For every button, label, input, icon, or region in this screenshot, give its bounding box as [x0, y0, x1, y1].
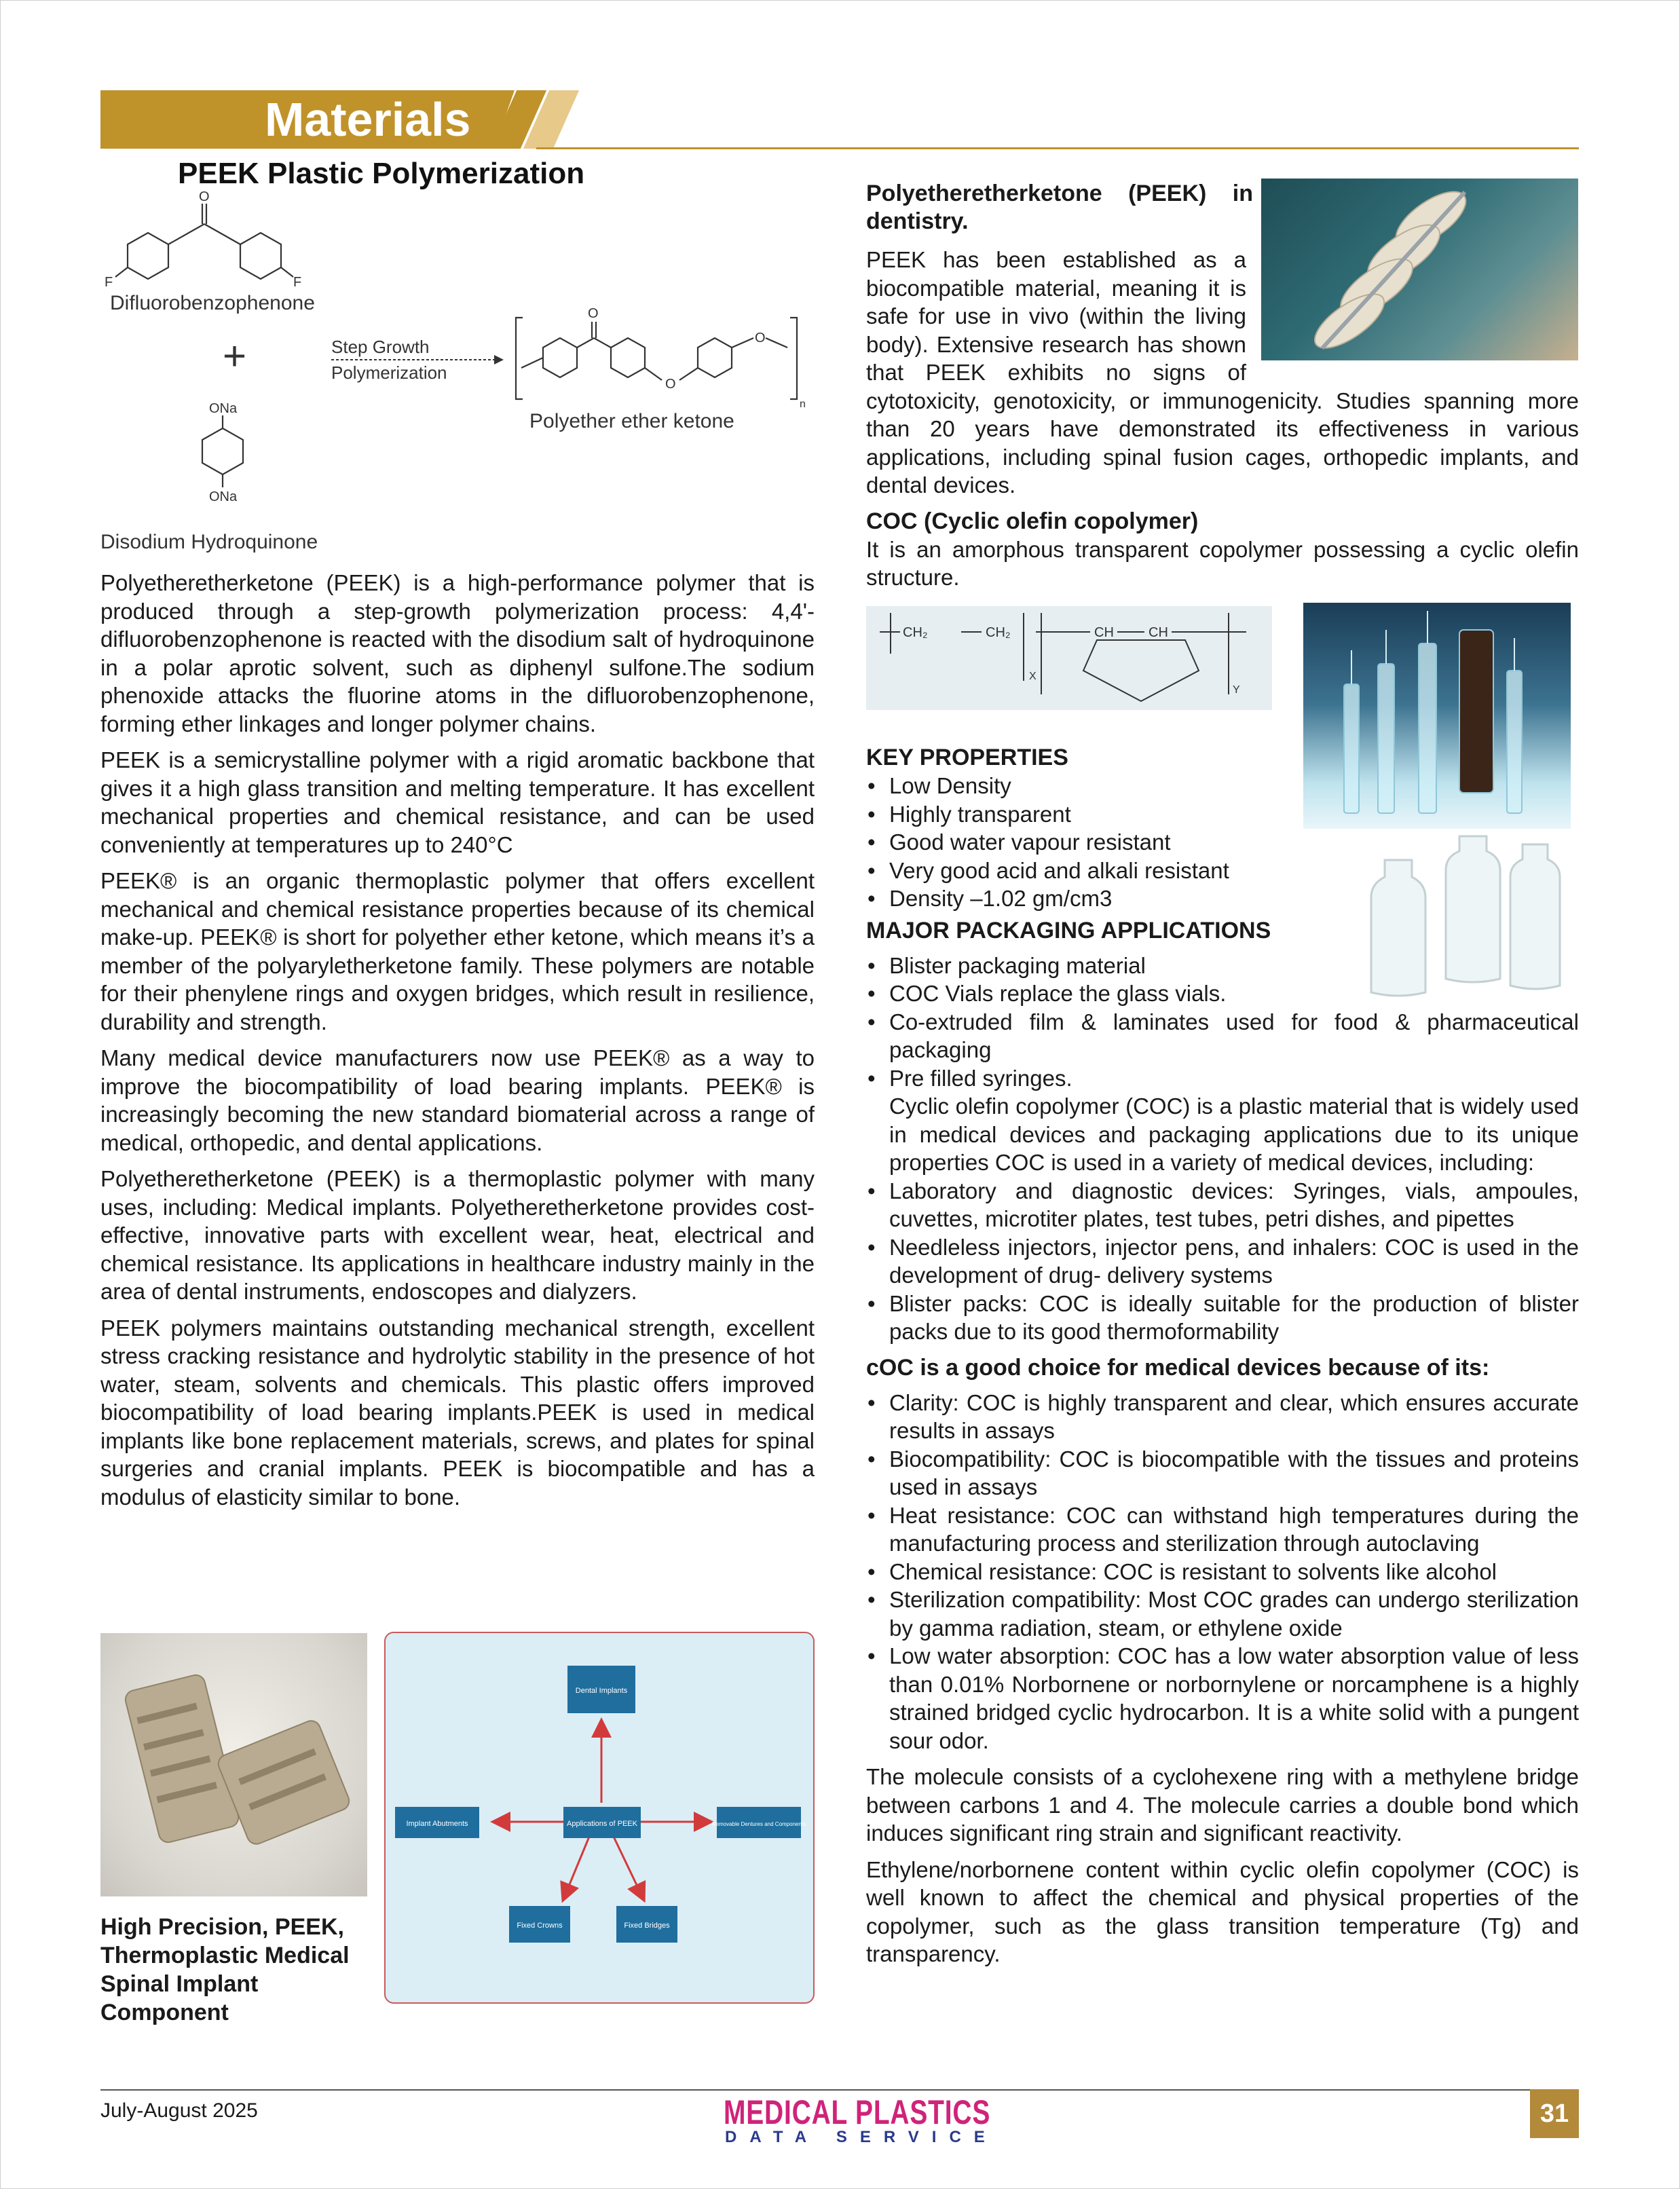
- packaging-note: Cyclic olefin copolymer (COC) is a plastic material that is widely used in medical devices and packaging applications due to its unique properties COC is used in a variety of medical devices, including:: [889, 1093, 1579, 1175]
- peek-product-structure: [516, 318, 797, 399]
- reactant1-label: Difluorobenzophenone: [110, 292, 315, 314]
- product-label: Polyether ether ketone: [529, 410, 734, 432]
- atom-n-subscript: n: [800, 398, 806, 410]
- choice-item: • Heat resistance: COC can withstand high temperatures during the manufacturing process and sterilization through autoclaving: [866, 1501, 1579, 1558]
- key-property-item: • Very good acid and alkali resistant: [866, 857, 1301, 885]
- device-item: • Laboratory and diagnostic devices: Syringes, vials, ampoules, cuvettes, microtiter plates, test tubes, petri dishes, and pipettes: [866, 1177, 1579, 1233]
- implant-caption: High Precision, PEEK, Thermoplastic Medical Spinal Implant Component: [100, 1914, 350, 2025]
- section-title: Materials: [265, 93, 471, 146]
- choice-list: [866, 1389, 1579, 1755]
- peek-dentistry-body: [866, 246, 1579, 600]
- choice-item: • Low water absorption: COC has a low water absorption value of less than 0.01% Norbornene or norbornylene or norcamphene is a highly strained bridged cyclic hydrocarbon. It is a white solid with a pungent sour odor.: [866, 1642, 1579, 1755]
- atom-o-product-ether2: O: [755, 331, 766, 345]
- chart-fixed-crowns: Fixed Crowns: [517, 1922, 563, 1930]
- atom-ona-top: ONa: [209, 401, 238, 416]
- footer-logo-title: MEDICAL PLASTICS: [724, 2093, 991, 2131]
- arrow-label-1: Step Growth: [331, 337, 430, 357]
- choice-item: • Clarity: COC is highly transparent and clear, which ensures accurate results in assays: [866, 1389, 1579, 1445]
- atom-f-left: F: [105, 275, 113, 290]
- plus-sign: +: [223, 333, 247, 379]
- peek-dental-applications-diagram: [384, 1632, 815, 2004]
- left-paragraph-5: Polyetheretherketone (PEEK) is a thermoplastic polymer with many uses, including: Medical implants. Polyetheretherketone provides cost-effective, innovative parts with excellent wear, heat, electrical and chemical resistance. Its applications in healthcare industry mainly in the area of dental instruments, endoscopes and dialyzers.: [100, 1166, 815, 1304]
- coc-intro: It is an amorphous transparent copolymer possessing a cyclic olefin structure.: [866, 536, 1579, 590]
- tail-paragraph-1: The molecule consists of a cyclohexene ring with a methylene bridge between carbons 1 and 4. The molecule carries a double bond which induces significant ring strain and significant reactivity.: [866, 1764, 1579, 1846]
- hydroquinone-structure: [202, 415, 243, 487]
- spinal-implant-photo: [100, 1633, 367, 1896]
- choice-item: • Sterilization compatibility: Most COC grades can undergo sterilization by gamma radiation, steam, or ethylene oxide: [866, 1586, 1579, 1642]
- packaging-item: • Pre filled syringes.: [866, 1064, 1579, 1093]
- formula-x: X: [1029, 671, 1037, 682]
- footer-date: July-August 2025: [100, 2099, 258, 2122]
- atom-ona-bottom: ONa: [209, 489, 238, 504]
- packaging-heading: MAJOR PACKAGING APPLICATIONS: [866, 917, 1271, 943]
- coc-structural-formula: [866, 606, 1272, 710]
- chart-removable-dentures: Removable Dentures and Components: [711, 1821, 806, 1827]
- device-item: • Blister packs: COC is ideally suitable for the production of blister packs due to its good thermoformability: [866, 1290, 1579, 1346]
- packaging-item: • Co-extruded film & laminates used for food & pharmaceutical packaging: [866, 1008, 1579, 1064]
- formula-ch-a: CH: [1094, 625, 1114, 640]
- chart-fixed-bridges: Fixed Bridges: [624, 1922, 670, 1930]
- choice-item: • Biocompatibility: COC is biocompatible with the tissues and proteins used in assays: [866, 1445, 1579, 1501]
- packaging-item: • Blister packaging material: [866, 952, 1579, 980]
- footer-logo-subtitle: DATA SERVICE: [725, 2128, 998, 2146]
- chart-implant-abutments: Implant Abutments: [406, 1820, 468, 1828]
- choice-item: • Chemical resistance: COC is resistant to solvents like alcohol: [866, 1558, 1579, 1586]
- tail-paragraph-2: Ethylene/norbornene content within cyclic olefin copolymer (COC) is well known to affect the chemical and physical properties of the copolymer, such as the glass transition temperature (Tg) and transparency.: [866, 1856, 1579, 1966]
- left-column-text: [100, 569, 815, 1519]
- header-rule: [536, 147, 1579, 149]
- left-paragraph-2: PEEK is a semicrystalline polymer with a rigid aromatic backbone that gives it a high glass transition and melting temperature. It has excellent mechanical properties and chemical resistance, and can be used conveniently at temperatures up to 240°C: [100, 747, 815, 857]
- right-column-main: [866, 744, 1579, 1977]
- key-property-item: • Highly transparent: [866, 800, 1301, 829]
- key-properties-heading: KEY PROPERTIES: [866, 745, 1068, 770]
- key-properties-list: [866, 772, 1301, 913]
- left-paragraph-3: PEEK® is an organic thermoplastic polymer that offers excellent mechanical and chemical resistance properties because of its chemical make-up. PEEK® is short for polyether ether ketone, which means it’s a member of the polyaryletherketone family. These polymers are notable for their phenylene rings and oxygen bridges, which result in resilience, durability and strength.: [100, 868, 815, 1034]
- formula-ch-b: CH: [1149, 625, 1168, 640]
- float-spacer: [1246, 246, 1579, 361]
- device-list: [866, 1177, 1579, 1346]
- key-property-item: • Density –1.02 gm/cm3: [866, 884, 1301, 913]
- formula-y: Y: [1233, 684, 1240, 696]
- packaging-list: [866, 952, 1579, 1093]
- left-paragraph-4: Many medical device manufacturers now use PEEK® as a way to improve the biocompatibility of load bearing implants. PEEK® is increasingly becoming the new standard biomaterial across a range of medical, orthopedic, and dental applications.: [100, 1045, 815, 1155]
- page-number: 31: [1530, 2089, 1579, 2138]
- key-property-item: • Low Density: [866, 772, 1301, 800]
- packaging-item: • COC Vials replace the glass vials.: [866, 979, 1579, 1008]
- diagram-title: PEEK Plastic Polymerization: [178, 157, 585, 190]
- reactant2-label: Disodium Hydroquinone: [100, 531, 318, 553]
- arrow-label-2: Polymerization: [331, 362, 447, 383]
- atom-o-ketone: O: [199, 189, 210, 204]
- formula-ch2-b: CH₂: [986, 625, 1011, 640]
- footer-rule: [100, 2089, 1579, 2091]
- peek-polymerization-diagram: [100, 156, 813, 557]
- difluorobenzophenone-structure: [115, 204, 293, 279]
- chart-center-label: Applications of PEEK: [567, 1820, 637, 1828]
- right-column-top: [866, 180, 1579, 236]
- coc-heading: COC (Cyclic olefin copolymer): [866, 508, 1199, 534]
- left-paragraph-6: PEEK polymers maintains outstanding mechanical strength, excellent stress cracking resistance and hydrolytic stability in the presence of hot water, steam, solvents and chemicals. This plastic offers improved biocompatibility of load bearing implants.PEEK is used in medical implants like bone replacement materials, screws, and plates for spinal surgeries and cranial implants. PEEK is biocompatible and has a modulus of elasticity similar to bone.: [100, 1315, 815, 1510]
- formula-ch2-a: CH₂: [903, 625, 928, 640]
- peek-dentistry-paragraph: PEEK has been established as a biocompatible material, meaning it is safe for use in vivo (within the living body). Extensive research has shown that PEEK exhibits no signs of cytotoxicity, genotoxicity, or immunogenicity. Studies spanning more than 20 years have demonstrated its effectiveness in various applications, including spinal fusion cages, orthopedic implants, and dental devices.: [866, 247, 1579, 498]
- left-paragraph-1: Polyetheretherketone (PEEK) is a high-performance polymer that is produced through a step-growth polymerization process: 4,4'-difluorobenzophenone is reacted with the disodium salt of hydroquinone in a polar aprotic solvent, such as diphenyl sulfone.The sodium phenoxide attacks the fluorine atoms in the difluorobenzophenone, forming ether linkages and longer polymer chains.: [100, 570, 815, 736]
- atom-o-product-ketone: O: [588, 306, 599, 321]
- atom-o-product-ether1: O: [665, 377, 676, 392]
- choice-heading: cOC is a good choice for medical devices because of its:: [866, 1354, 1490, 1381]
- atom-f-right: F: [293, 275, 302, 290]
- key-property-item: • Good water vapour resistant: [866, 828, 1301, 857]
- peek-dentistry-heading: Polyetheretherketone (PEEK) in dentistry.: [866, 181, 1253, 234]
- chart-dental-implants: Dental Implants: [575, 1687, 628, 1695]
- device-item: • Needleless injectors, injector pens, and inhalers: COC is used in the development of drug- delivery systems: [866, 1233, 1579, 1290]
